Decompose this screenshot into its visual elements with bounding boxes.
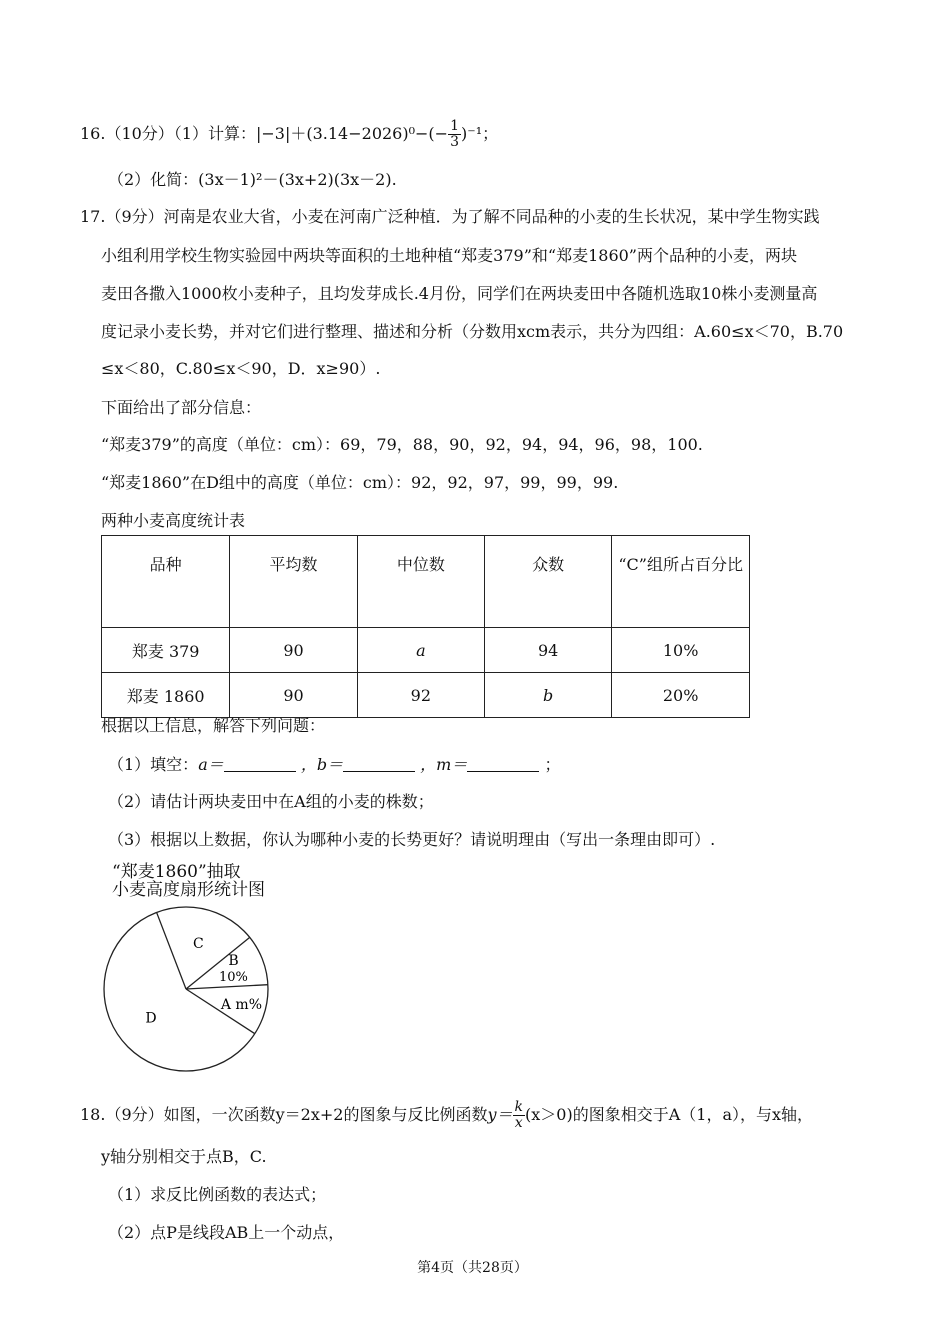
q18-fraction (513, 1100, 525, 1131)
q17-p1-a: a＝ (198, 755, 224, 774)
pie-title (112, 863, 265, 899)
table-cell: 92 (357, 673, 484, 718)
q18-part1: （1）求反比例函数的表达式； (108, 1185, 327, 1204)
q17-answer-intro: 根据以上信息，解答下列问题： (101, 716, 326, 735)
pie-slice-label: C (192, 936, 204, 953)
table-cell: 郑麦 1860 (102, 673, 230, 718)
q16-frac-den: 3 (450, 134, 459, 150)
table-header-cell: 品种 (102, 536, 230, 628)
page-footer: 第4页（共28页） (417, 1260, 528, 1276)
table-cell: 90 (230, 673, 357, 718)
q18-intro: 18.（9分）如图，一次函数y＝2x+2的图象与反比例函数 (80, 1105, 488, 1124)
table-cell: 20% (612, 673, 750, 718)
pie-title-line1: “郑麦1860”抽取 (112, 862, 241, 882)
table-header-cell: “C”组所占百分比 (612, 536, 750, 628)
table-header-cell: 众数 (485, 536, 612, 628)
q17-info2: “郑麦1860”在D组中的高度（单位：cm）：92，92，97，99，99，99. (101, 473, 619, 492)
q17-line5: ≤x＜80，C.80≤x＜90，D．x≥90）. (101, 359, 381, 378)
table-cell: 10% (612, 628, 750, 673)
table-header-cell: 中位数 (357, 536, 484, 628)
q16-fraction (448, 119, 461, 150)
q17-info1: “郑麦379”的高度（单位：cm）：69，79，88，90，92，94，94，96，98，100. (101, 435, 703, 454)
pie-slice-label: B (228, 952, 239, 969)
stats-table (101, 535, 750, 718)
table-cell: 郑麦 379 (102, 628, 230, 673)
answer-blank-b[interactable] (343, 757, 415, 772)
q17-p1-label: （1）填空： (108, 755, 199, 774)
q17-part2: （2）请估计两块麦田中在A组的小麦的株数； (108, 792, 434, 811)
q17-p1-end: ； (544, 755, 561, 774)
pie-slice-boundary (157, 912, 186, 989)
q17-part1 (108, 752, 560, 775)
pie-slice-value: 10% (219, 969, 248, 985)
pie-chart (98, 902, 278, 1077)
table-row (102, 628, 750, 673)
pie-title-line2: 小麦高度扇形统计图 (112, 880, 265, 900)
pie-slice-label: D (145, 1010, 157, 1027)
table-cell: 90 (230, 628, 357, 673)
q18-line1 (80, 1100, 813, 1131)
q16-part1 (80, 119, 498, 150)
table-header-cell: 平均数 (230, 536, 357, 628)
q17-info-intro: 下面给出了部分信息： (101, 398, 262, 417)
q17-line1: 17.（9分）河南是农业大省，小麦在河南广泛种植．为了解不同品种的小麦的生长状况，某中学生物实践 (80, 207, 820, 226)
q17-p1-m: ，m＝ (420, 755, 468, 774)
q16-head: 16.（10分）（1）计算： (80, 124, 256, 143)
q18-line1-tail: 的图象相交于A（1，a），与x轴， (572, 1105, 814, 1124)
answer-blank-m[interactable] (467, 757, 539, 772)
q18-frac-den: x (514, 1115, 523, 1131)
q17-line4: 度记录小麦长势，并对它们进行整理、描述和分析（分数用xcm表示，共分为四组：A.60≤x＜70，B.70 (101, 322, 844, 341)
q18-frac-num: k (514, 1099, 523, 1115)
pie-slice-label: A m% (220, 996, 263, 1013)
table-row (102, 673, 750, 718)
table-cell: 94 (485, 628, 612, 673)
q18-condition: (x＞0) (525, 1105, 573, 1124)
q17-line3: 麦田各撒入1000枚小麦种子，且均发芽成长.4月份，同学们在两块麦田中各随机选取10株小麦测量高 (101, 284, 818, 303)
q18-line2: y轴分别相交于点B，C. (101, 1147, 267, 1166)
pie-slice-boundary (186, 985, 268, 989)
q17-line2: 小组利用学校生物实验园中两块等面积的土地种植“郑麦379”和“郑麦1860”两个品种的小麦，两块 (101, 246, 797, 265)
q17-part3: （3）根据以上数据，你认为哪种小麦的长势更好？请说明理由（写出一条理由即可）. (108, 830, 716, 849)
q18-y-eq: y＝ (487, 1105, 513, 1124)
answer-blank-a[interactable] (224, 757, 296, 772)
q17-p1-b: ，b＝ (300, 755, 344, 774)
q17-table-title: 两种小麦高度统计表 (101, 511, 246, 530)
q16-expression: |−3|＋(3.14−2026)⁰−(− (256, 124, 449, 143)
table-header-row (102, 536, 750, 628)
q16-expression-tail: )⁻¹； (461, 124, 499, 143)
table-cell: b (485, 673, 612, 718)
table-cell: a (357, 628, 484, 673)
q16-part2: （2）化简：(3x－1)²－(3x+2)(3x－2). (108, 170, 397, 189)
q18-part2: （2）点P是线段AB上一个动点， (108, 1223, 345, 1242)
q16-frac-num: 1 (450, 118, 459, 134)
